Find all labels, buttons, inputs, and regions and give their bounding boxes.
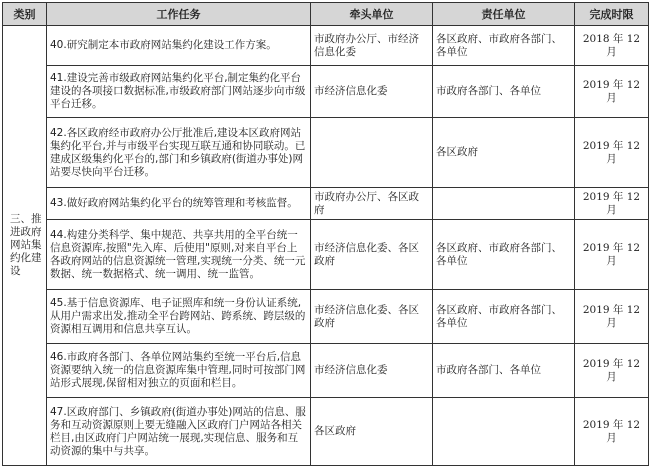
task-cell: 43.做好政府网站集约化平台的统筹管理和考核监督。 [47,188,311,220]
responsible-unit-cell: 市政府各部门、各单位 [433,66,575,118]
lead-unit-cell [311,118,433,188]
lead-unit-cell: 市经济信息化委 [311,66,433,118]
table-row [3,26,649,66]
lead-unit-cell: 市经济信息化委、各区政府 [311,220,433,290]
lead-unit-cell: 市经济信息化委 [311,344,433,398]
task-cell: 42.各区政府经市政府办公厅批准后,建设本区政府网站集约化平台,并与市级平台实现互联互通和协同联动。已建成区级集约化平台的,部门和乡镇政府(街道办事处)网站要尽快向平台迁移。 [47,118,311,188]
header-deadline: 完成时限 [575,3,649,26]
task-cell: 45.基于信息资源库、电子证照库和统一身份认证系统,从用户需求出发,推动全平台跨网站、跨系统、跨层级的资源相互调用和信息共享互认。 [47,290,311,344]
deadline-cell: 2019 年 12 月 [575,398,649,466]
deadline-cell: 2018 年 12 月 [575,26,649,66]
responsible-unit-cell: 市政府各部门、各单位 [433,344,575,398]
responsible-unit-cell: 各区政府、市政府各部门、各单位 [433,290,575,344]
header-responsible-unit: 责任单位 [433,3,575,26]
lead-unit-cell: 市政府办公厅、市经济信息化委 [311,26,433,66]
table-row [3,188,649,220]
table-row [3,398,649,466]
lead-unit-cell: 市经济信息化委、各区政府 [311,290,433,344]
lead-unit-cell: 各区政府 [311,398,433,466]
table-row [3,290,649,344]
deadline-cell: 2019 年 12 月 [575,220,649,290]
table-row [3,66,649,118]
responsible-unit-cell: 各区政府 [433,118,575,188]
header-task: 工作任务 [47,3,311,26]
task-cell: 46.市政府各部门、各单位网站集约至统一平台后,信息资源要纳入统一的信息资源库集中管理,同时可按部门网站形式展现,保留相对独立的页面和栏目。 [47,344,311,398]
deadline-cell: 2019 年 12 月 [575,290,649,344]
header-category: 类别 [3,3,47,26]
task-table [2,2,649,466]
deadline-cell: 2019 年 12 月 [575,118,649,188]
task-cell: 41.建设完善市级政府网站集约化平台,制定集约化平台建设的各项接口数据标准,市级政府部门网站逐步向市级平台迁移。 [47,66,311,118]
table-row [3,344,649,398]
task-cell: 44.构建分类科学、集中规范、共享共用的全平台统一信息资源库,按照"先入库、后使用"原则,对来自平台上各政府网站的信息资源统一管理,实现统一分类、统一元数据、统一数据格式、统一调用、统一监管。 [47,220,311,290]
lead-unit-cell: 市政府办公厅、各区政府 [311,188,433,220]
responsible-unit-cell: 各区政府、市政府各部门、各单位 [433,220,575,290]
responsible-unit-cell [433,398,575,466]
responsible-unit-cell [433,188,575,220]
deadline-cell: 2019 年 12 月 [575,344,649,398]
deadline-cell: 2019 年 12 月 [575,66,649,118]
deadline-cell: 2019 年 12 月 [575,188,649,220]
task-cell: 40.研究制定本市政府网站集约化建设工作方案。 [47,26,311,66]
category-cell [3,26,47,466]
category-text: 三、推进政府网站集约化建设 [10,213,42,277]
table-row [3,220,649,290]
table-row [3,118,649,188]
task-cell: 47.区政府部门、乡镇政府(街道办事处)网站的信息、服务和互动资源原则上要无缝融入区政府门户网站各相关栏目,由区政府门户网站统一展现,实现信息、服务和互动资源的集中与共享。 [47,398,311,466]
header-lead-unit: 牵头单位 [311,3,433,26]
header-row [3,3,649,26]
responsible-unit-cell: 各区政府、市政府各部门、各单位 [433,26,575,66]
